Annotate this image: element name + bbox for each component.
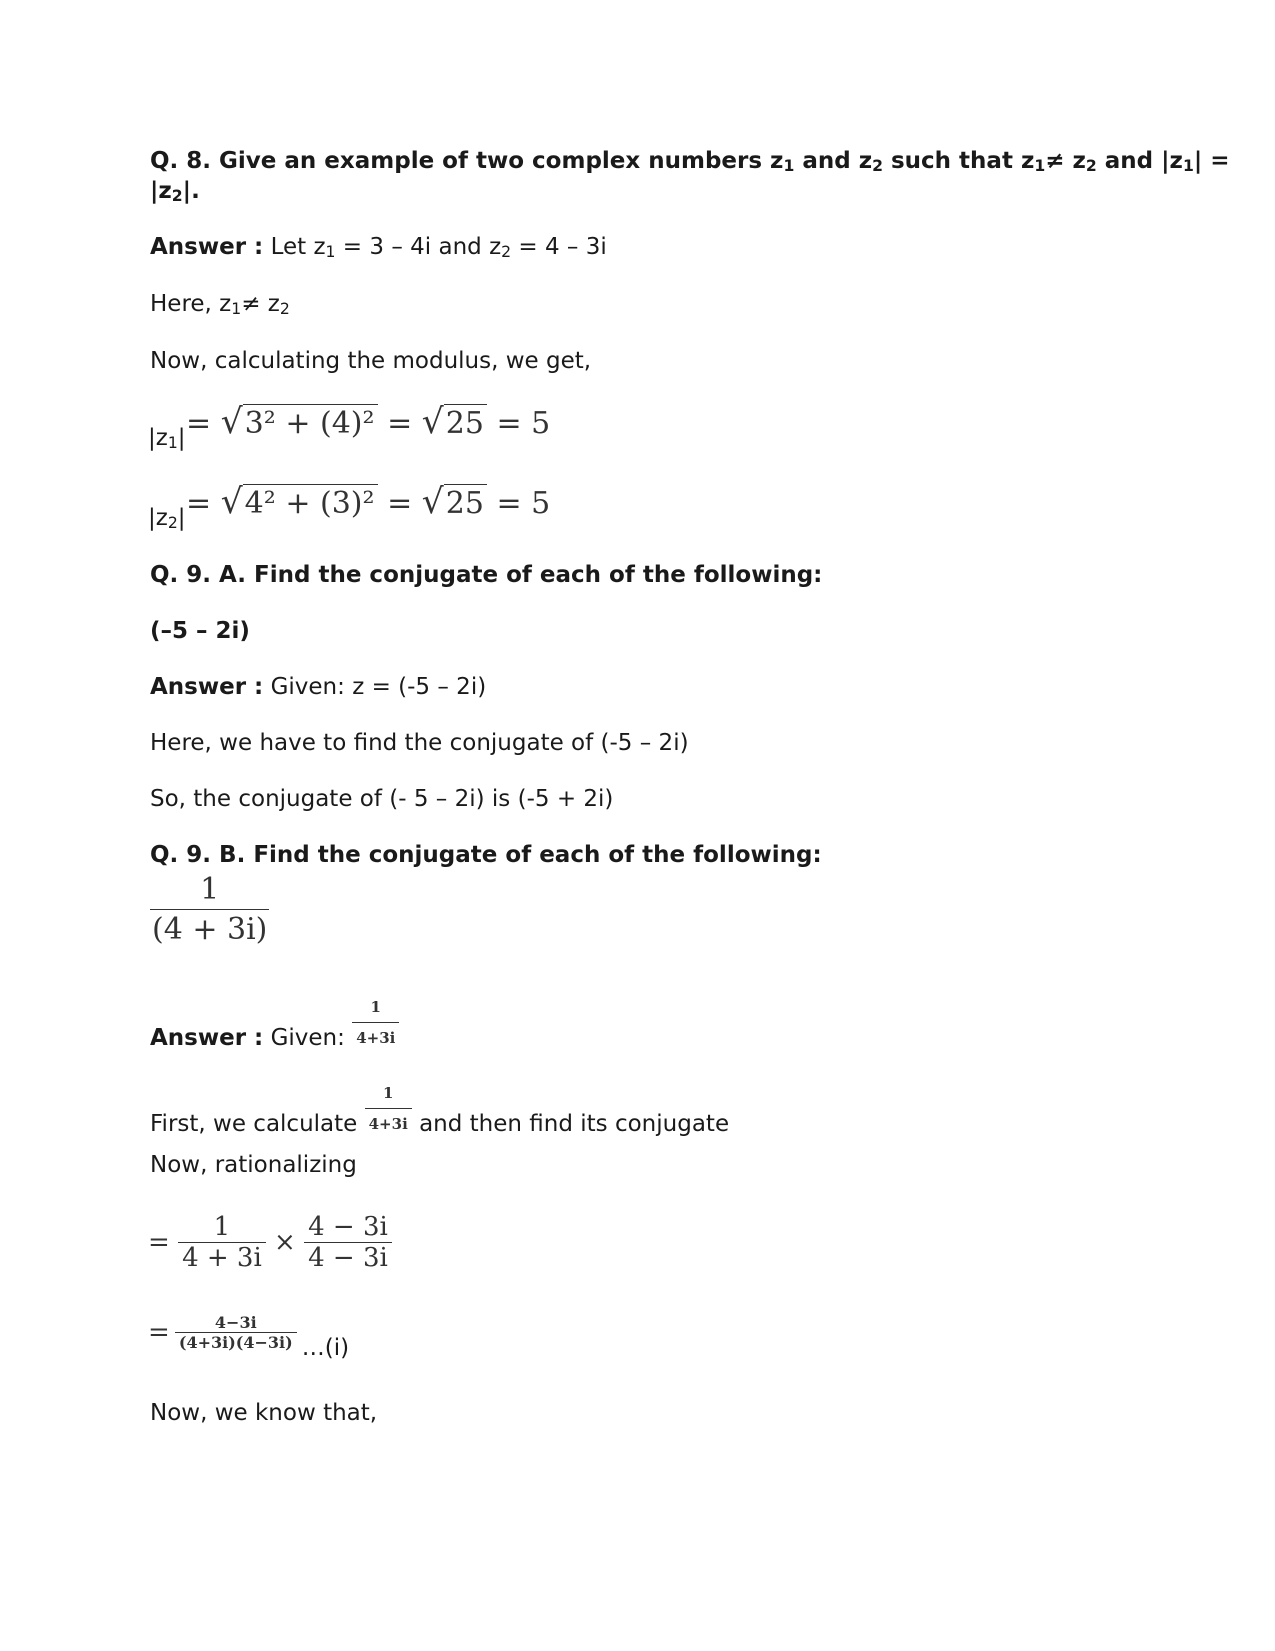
q9a-expression: (–5 – 2i) — [150, 618, 250, 644]
q9b-title: Q. 9. B. Find the conjugate of each of the following: — [150, 842, 822, 868]
simplified-eq: = $\frac{4-3i}{(4+3i)(4-3i)}$ …(i) — [148, 1313, 350, 1361]
modulus-eq-1: = √3² + (4)² = √25 = 5 — [186, 402, 551, 442]
q9b-know: Now, we know that, — [150, 1400, 378, 1426]
q8-title-line2: $|z_2|$. — [150, 178, 200, 205]
modulus-eq-2: = √4² + (3)² = √25 = 5 — [186, 482, 551, 522]
q9a-line2: Here, we have to find the conjugate of (-5 – 2i) — [150, 730, 689, 756]
q8-title-line1: Q. 8. Give an example of two complex numbers $z_1$ and $z_2$ such that $z_1\ne z_2$ and $|z_1|$ = — [150, 148, 1230, 175]
q9a-answer: Answer : Given: z = (-5 – 2i) — [150, 674, 487, 700]
abs-z2: $|z_2|$ — [148, 505, 186, 532]
q9b-rationalizing: Now, rationalizing — [150, 1152, 357, 1178]
q8-now: Now, calculating the modulus, we get, — [150, 348, 592, 374]
q8-here: Here, $z_1\ne z_2$ — [150, 291, 290, 318]
q9b-first: First, we calculate $\frac{1}{4+3i}$ and then find its conjugate — [150, 1094, 729, 1155]
q9b-fraction: $\frac{1}{(4 + 3i)}$ — [152, 872, 268, 947]
rationalize-eq: = $\frac{1}{4 + 3i}$ × $\frac{4 - 3i}{4 - 3i}$ — [148, 1212, 392, 1273]
abs-z1: $|z_1|$ — [148, 425, 186, 452]
q9b-answer: Answer : Given: $\frac{1}{4+3i}$ — [150, 1008, 399, 1069]
q8-answer: Answer : Let $z_1 = 3 - 4i$ and $z_2 = 4 - 3i$ — [150, 234, 607, 261]
q9a-line3: So, the conjugate of (- 5 – 2i) is (-5 + 2i) — [150, 786, 614, 812]
q9a-title: Q. 9. A. Find the conjugate of each of the following: — [150, 562, 823, 588]
